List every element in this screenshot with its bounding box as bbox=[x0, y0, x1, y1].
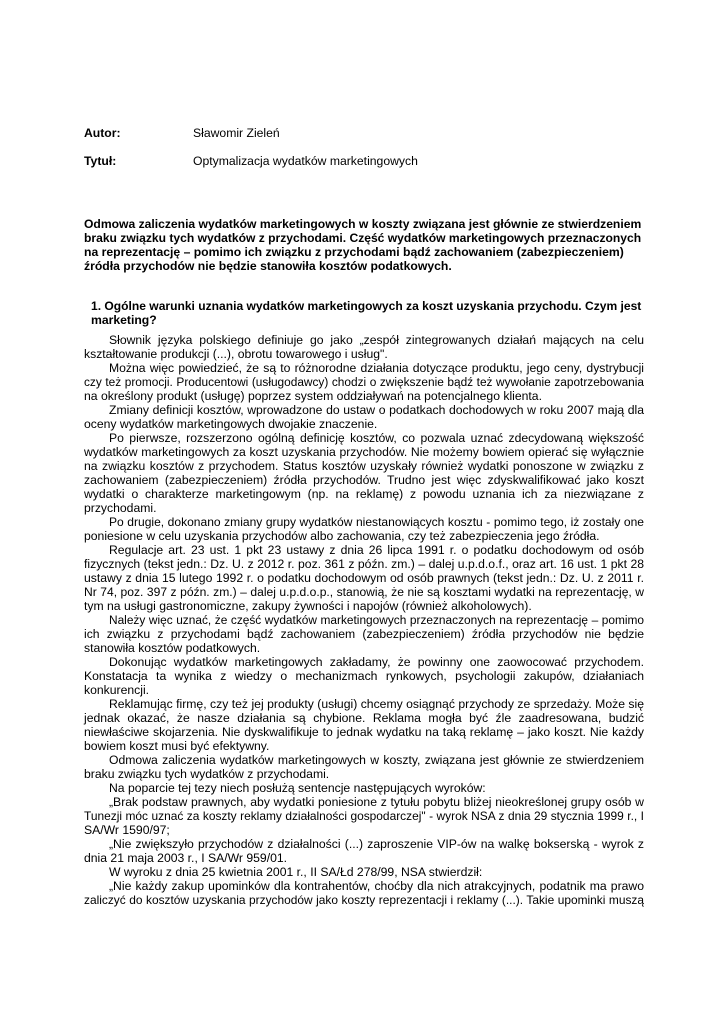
body-line: Tunezji móc uznać za koszty reklamy działalności gospodarczej" - wyrok NSA z dnia 29 stycznia 1999 r., I bbox=[84, 809, 644, 823]
author-label: Autor: bbox=[84, 126, 121, 140]
lead-line: źródła przychodów nie będzie stanowiła kosztów podatkowych. bbox=[84, 259, 452, 273]
body-line: bowiem koszt musi być efektywny. bbox=[84, 739, 270, 753]
body-line: Regulacje art. 23 ust. 1 pkt 23 ustawy z dnia 26 lipca 1991 r. o podatku dochodowym od osób bbox=[109, 543, 644, 557]
title-label: Tytuł: bbox=[84, 154, 117, 168]
body-line: poniesione w celu uzyskania przychodów albo zachowania, czy też zabezpieczenia jego źródła. bbox=[84, 529, 600, 543]
body-line: przychodami. bbox=[84, 501, 157, 515]
body-line: tym na usługi gastronomiczne, zakupy żywności i napojów (również alkoholowych). bbox=[84, 599, 532, 613]
body-line: SA/Wr 1590/97; bbox=[84, 823, 170, 837]
body-line: Można więc powiedzieć, że są to różnorodne działania dotyczące produktu, jego ceny, dystrybucji bbox=[109, 361, 644, 375]
body-line: oceny wydatków marketingowych dwojakie znaczenie. bbox=[84, 417, 378, 431]
body-line: Po pierwsze, rozszerzono ogólną definicję kosztów, co pozwala uznać zdecydowaną większość bbox=[109, 431, 644, 445]
body-line: dnia 21 maja 2003 r., I SA/Wr 959/01. bbox=[84, 851, 288, 865]
body-line: Po drugie, dokonano zmiany grupy wydatków niestanowiących kosztu - pomimo tego, iż zostały one bbox=[109, 515, 644, 529]
section-heading bbox=[91, 299, 644, 327]
body-line: braku związku tych wydatków z przychodami. bbox=[84, 767, 330, 781]
body-line: stanowiła kosztów podatkowych. bbox=[84, 641, 261, 655]
body-line: wydatków marketingowych za koszt uzyskania przychodów. Nie możemy bowiem opierać się wyłącznie bbox=[84, 445, 644, 459]
title-value: Optymalizacja wydatków marketingowych bbox=[193, 154, 418, 168]
body-line: Słownik języka polskiego definiuje go jako „zespół zintegrowanych działań mających na celu bbox=[109, 333, 644, 347]
body-line: Dokonując wydatków marketingowych zakładamy, że powinny one zaowocować przychodem. bbox=[109, 655, 644, 669]
author-value: Sławomir Zieleń bbox=[193, 126, 280, 140]
body-line: ich związku z przychodami bądź zachowaniem (zabezpieczeniem) źródła przychodów nie będzie bbox=[84, 627, 644, 641]
body-line: W wyroku z dnia 25 kwietnia 2001 r., II SA/Łd 278/99, NSA stwierdził: bbox=[109, 865, 483, 879]
body-line: Konstatacja ta wynika z wiedzy o mechanizmach rynkowych, psychologii zakupów, działaniach bbox=[84, 669, 644, 683]
body-line: kształtowanie produkcji (...), obrotu towarowego i usług". bbox=[84, 347, 388, 361]
body-line: czy też promocji. Producentowi (usługodawcy) chodzi o zwiększenie bądź też wywołanie zapotrzebowania bbox=[84, 375, 644, 389]
section-heading-line: marketing? bbox=[91, 313, 157, 327]
body-line: Odmowa zaliczenia wydatków marketingowych w koszty, związana jest głównie ze stwierdzeniem bbox=[109, 753, 644, 767]
body-line: zachowaniem (zabezpieczeniem) źródła przychodów. Trudno jest więc zdyskwalifikować jako koszt bbox=[84, 473, 644, 487]
body-line: na związku kosztów z przychodem. Status kosztów uzyskały również wydatki ponoszone w związku z bbox=[84, 459, 644, 473]
body-line: „Nie każdy zakup upominków dla kontrahentów, choćby dla nich atrakcyjnych, podatnik ma prawo bbox=[109, 879, 644, 893]
body-line: „Nie zwiększyło przychodów z działalności (...) zaproszenie VIP-ów na walkę bokserską - wyrok z bbox=[109, 837, 644, 851]
body-line: Reklamując firmę, czy też jej produkty (usługi) chcemy osiągnąć przychody ze sprzedaży. Może się bbox=[109, 697, 644, 711]
body-line: ustawy z dnia 15 lutego 1992 r. o podatku dochodowym od osób prawnych (tekst jedn.: Dz. U. z 2011 r. bbox=[84, 571, 644, 585]
lead-line: na reprezentację – pomimo ich związku z przychodami bądź zachowaniem (zabezpieczeniem) bbox=[84, 245, 624, 259]
body-line: „Brak podstaw prawnych, aby wydatki poniesione z tytułu pobytu bliżej nieokreślonej grupy osób w bbox=[109, 795, 644, 809]
body-line: Zmiany definicji kosztów, wprowadzone do ustaw o podatkach dochodowych w roku 2007 mają dla bbox=[109, 403, 644, 417]
body-text bbox=[84, 333, 644, 907]
body-line: fizycznych (tekst jedn.: Dz. U. z 2012 r. poz. 361 z późn. zm.) – dalej u.p.d.o.f., oraz art. 16 ust. 1 pkt 28 bbox=[84, 557, 644, 571]
body-line: jednak okazać, że nasze działania są chybione. Reklama mogła być źle zaadresowana, budzić bbox=[84, 711, 644, 725]
body-line: Należy więc uznać, że część wydatków marketingowych przeznaczonych na reprezentację – pomimo bbox=[109, 613, 644, 627]
section-heading-line: 1. Ogólne warunki uznania wydatków marketingowych za koszt uzyskania przychodu. Czym jest bbox=[91, 299, 642, 313]
body-line: Nr 74, poz. 397 z późn. zm.) – dalej u.p.d.o.p., stanowią, że nie są kosztami wydatki na reprezentację, w bbox=[84, 585, 644, 599]
body-line: wydatki o charakterze marketingowym (np. na reklamę) z powodu uznania ich za niezwiązane z bbox=[84, 487, 644, 501]
body-line: Na poparcie tej tezy niech posłużą sentencje następujących wyroków: bbox=[109, 781, 486, 795]
lead-line: braku związku tych wydatków z przychodami. Część wydatków marketingowych przeznaczonych bbox=[84, 231, 642, 245]
lead-line: Odmowa zaliczenia wydatków marketingowych w koszty związana jest głównie ze stwierdzeniem bbox=[84, 217, 642, 231]
body-line: konkurencji. bbox=[84, 683, 150, 697]
body-line: zaliczyć do kosztów uzyskania przychodów jako koszty reprezentacji i reklamy (...). Takie upominki muszą bbox=[84, 893, 644, 907]
body-line: na określony produkt (usługę) poprzez system oddziaływań na potencjalnego klienta. bbox=[84, 389, 542, 403]
lead-paragraph bbox=[84, 217, 644, 273]
body-line: niewłaściwe skojarzenia. Nie dyskwalifikuje to jednak wydatku na taką reklamę – jako koszt. Nie każdy bbox=[84, 725, 644, 739]
